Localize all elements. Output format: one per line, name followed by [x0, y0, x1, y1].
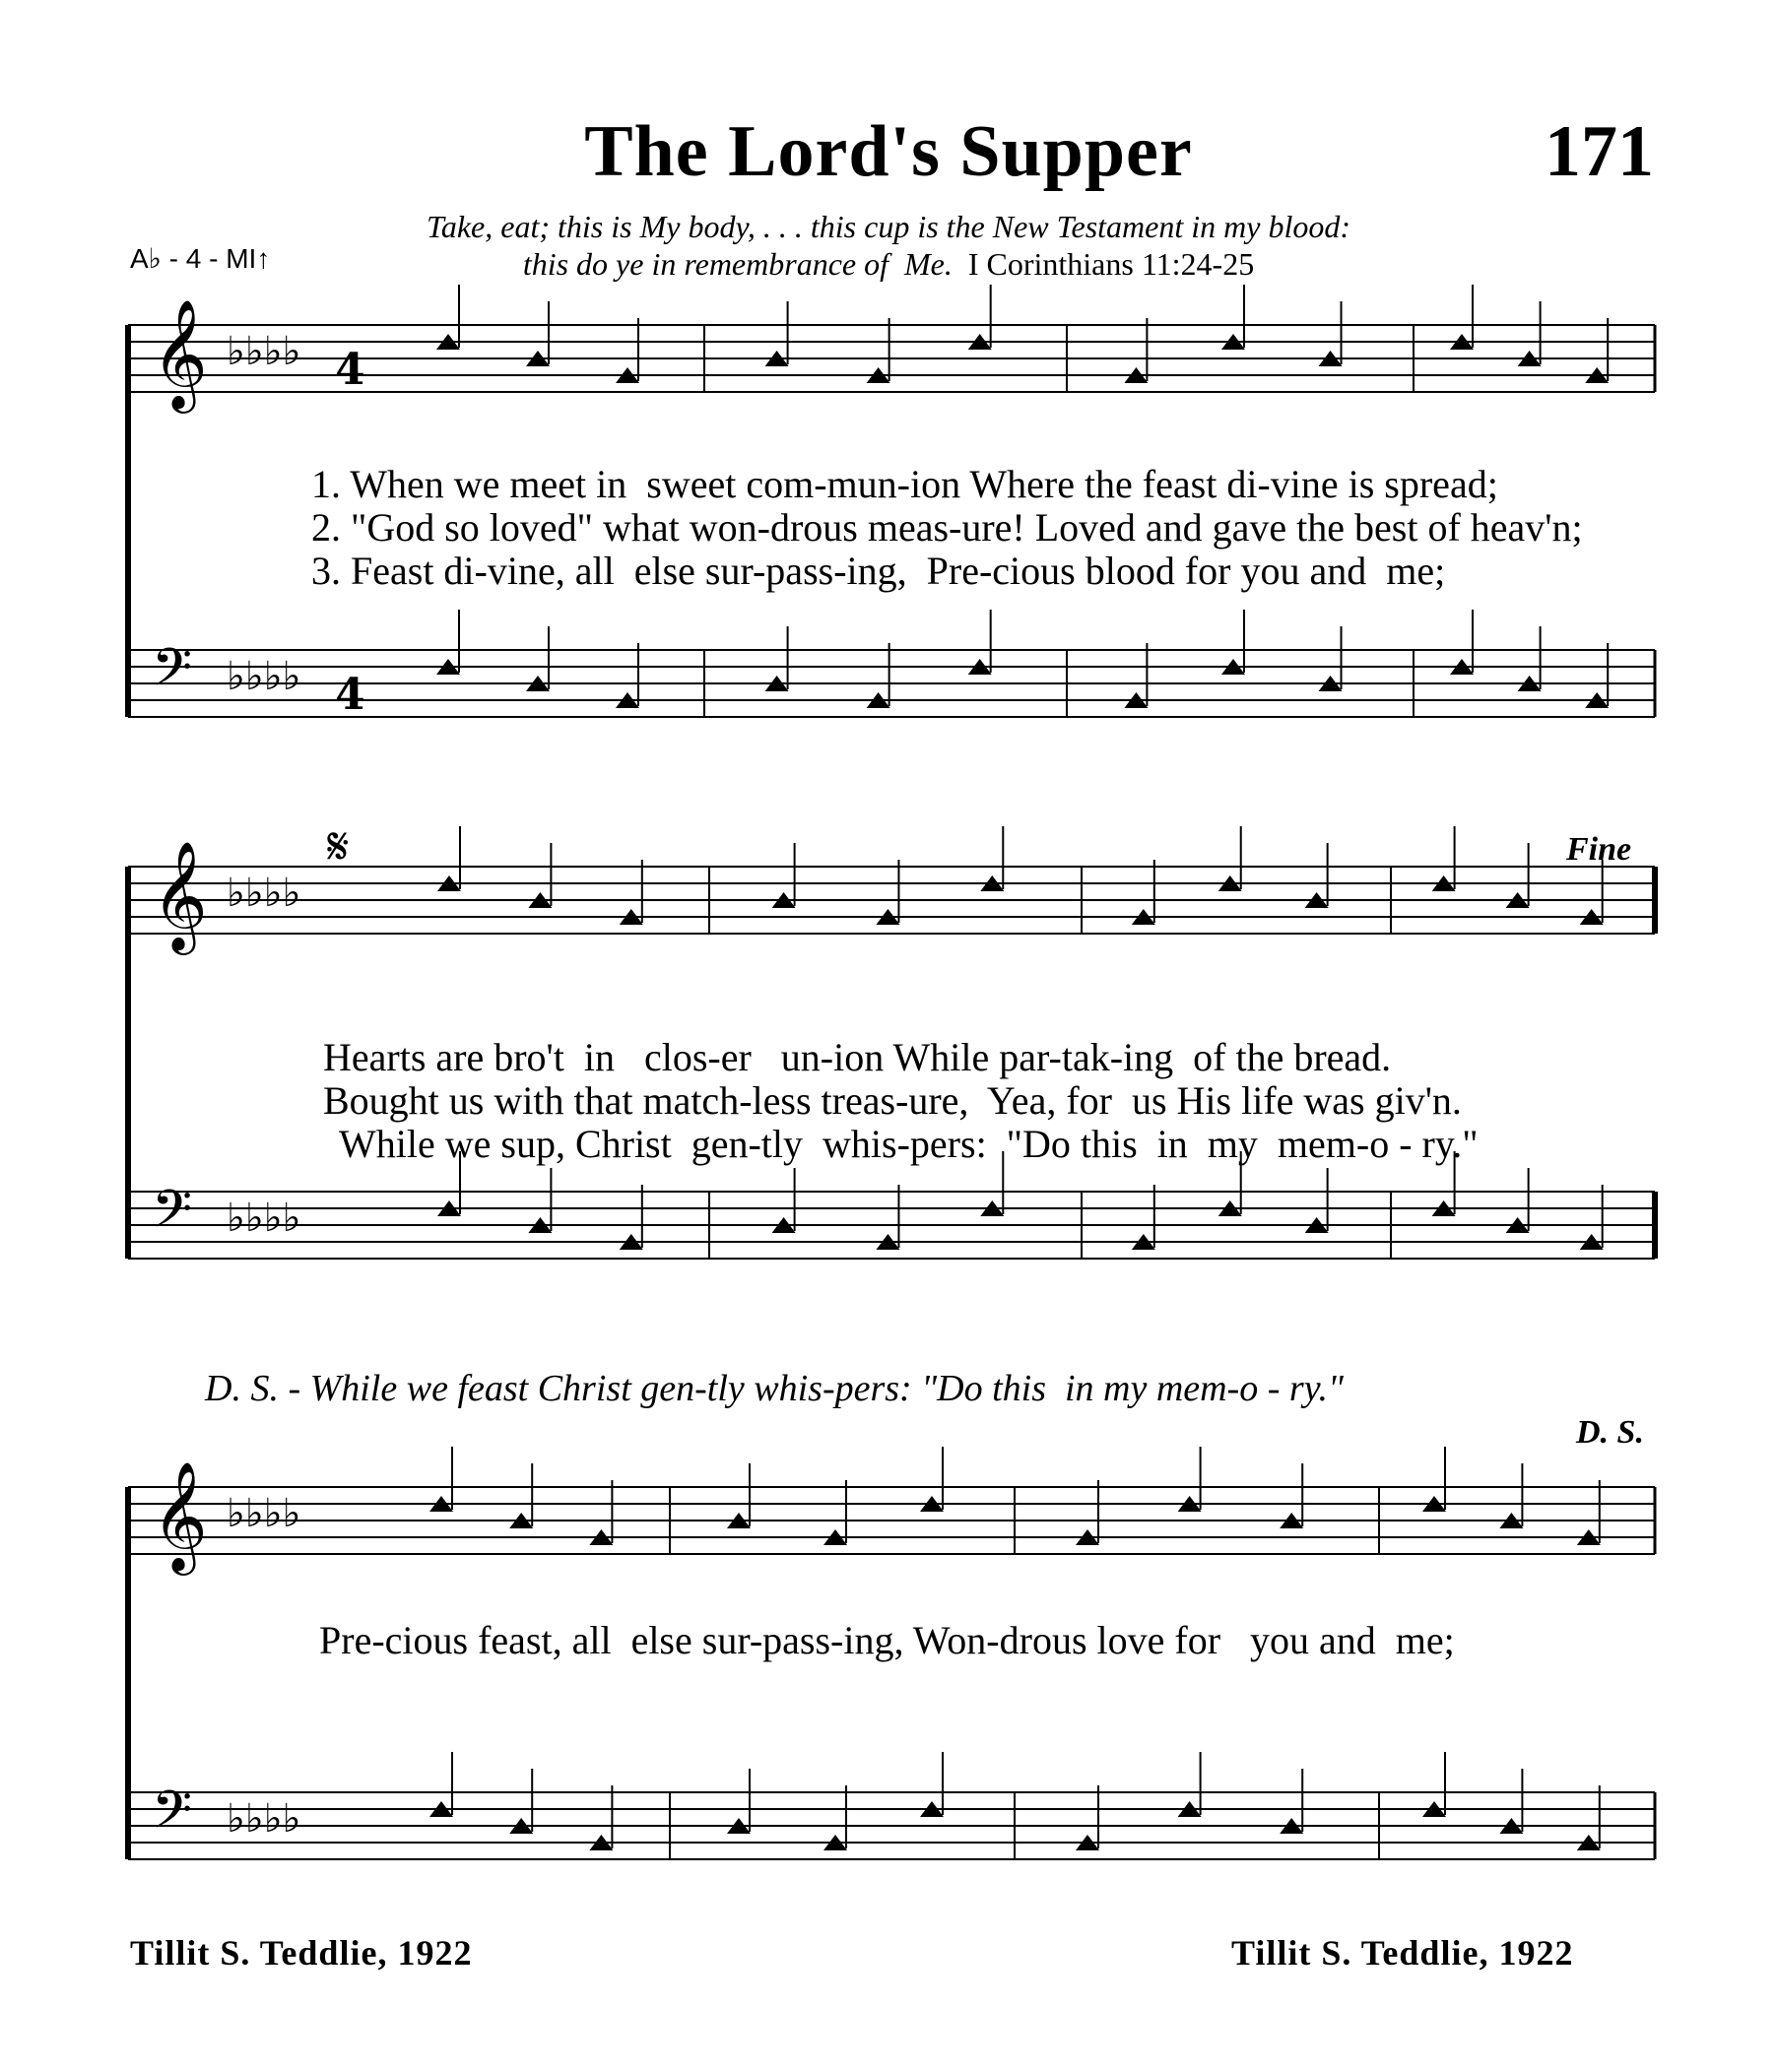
time-signature: 4 [335, 670, 365, 720]
key-signature-flats: ♭♭♭♭ [227, 1796, 301, 1842]
music-credit: Tillit S. Teddlie, 1922 [1231, 1933, 1574, 1973]
verse-3-line-b: While we sup, Christ gen-tly whis-pers: "Do this in my mem-o - ry." [339, 1122, 1479, 1166]
words-credit: Tillit S. Teddlie, 1922 [130, 1933, 473, 1973]
hymn-number: 171 [1545, 111, 1654, 192]
treble-clef-icon: 𝄞 [152, 298, 208, 409]
scripture-line-1: Take, eat; this is My body, . . . this cup is the New Testament in my blood: [426, 209, 1350, 244]
ds-lyric-line: D. S. - While we feast Christ gen-tly whis-pers: "Do this in my mem-o - ry." [205, 1368, 1344, 1409]
time-signature: 4 [335, 345, 365, 395]
verse-1-line-b: Hearts are bro't in clos-er un-ion While par-tak-ing of the bread. [323, 1035, 1392, 1079]
key-signature-label: A♭ - 4 - MI↑ [130, 243, 271, 274]
verse-2-line-a: 2. "God so loved" what won-drous meas-ure! Loved and gave the best of heav'n; [311, 505, 1583, 550]
treble-clef-icon: 𝄞 [152, 840, 208, 950]
segno-sign: 𝄋 [327, 817, 350, 876]
bass-clef-icon: 𝄢 [152, 638, 193, 711]
scripture-reference: I Corinthians 11:24-25 [967, 246, 1255, 282]
verse-1-line-a: 1. When we meet in sweet com-mun-ion Where the feast di-vine is spread; [311, 462, 1498, 506]
scripture-text: this do ye in remembrance of Me. [522, 246, 953, 282]
bass-clef-icon: 𝄢 [152, 1180, 193, 1253]
fine-mark: Fine [1566, 831, 1632, 868]
hymn-title: The Lord's Supper [584, 111, 1193, 192]
verse-3-line-a: 3. Feast di-vine, all else sur-pass-ing, Pre-cious blood for you and me; [311, 549, 1446, 593]
refrain-line: Pre-cious feast, all else sur-pass-ing, Won-drous love for you and me; [319, 1618, 1455, 1662]
key-signature-flats: ♭♭♭♭ [227, 654, 301, 699]
key-signature-flats: ♭♭♭♭ [227, 871, 301, 916]
key-signature-flats: ♭♭♭♭ [227, 1491, 301, 1536]
treble-clef-icon: 𝄞 [152, 1460, 208, 1571]
key-signature-flats: ♭♭♭♭ [227, 1196, 301, 1241]
bass-clef-icon: 𝄢 [152, 1781, 193, 1853]
verse-2-line-b: Bought us with that match-less treas-ure, Yea, for us His life was giv'n. [323, 1078, 1462, 1123]
key-signature-flats: ♭♭♭♭ [227, 329, 301, 374]
ds-mark: D. S. [1576, 1414, 1644, 1451]
